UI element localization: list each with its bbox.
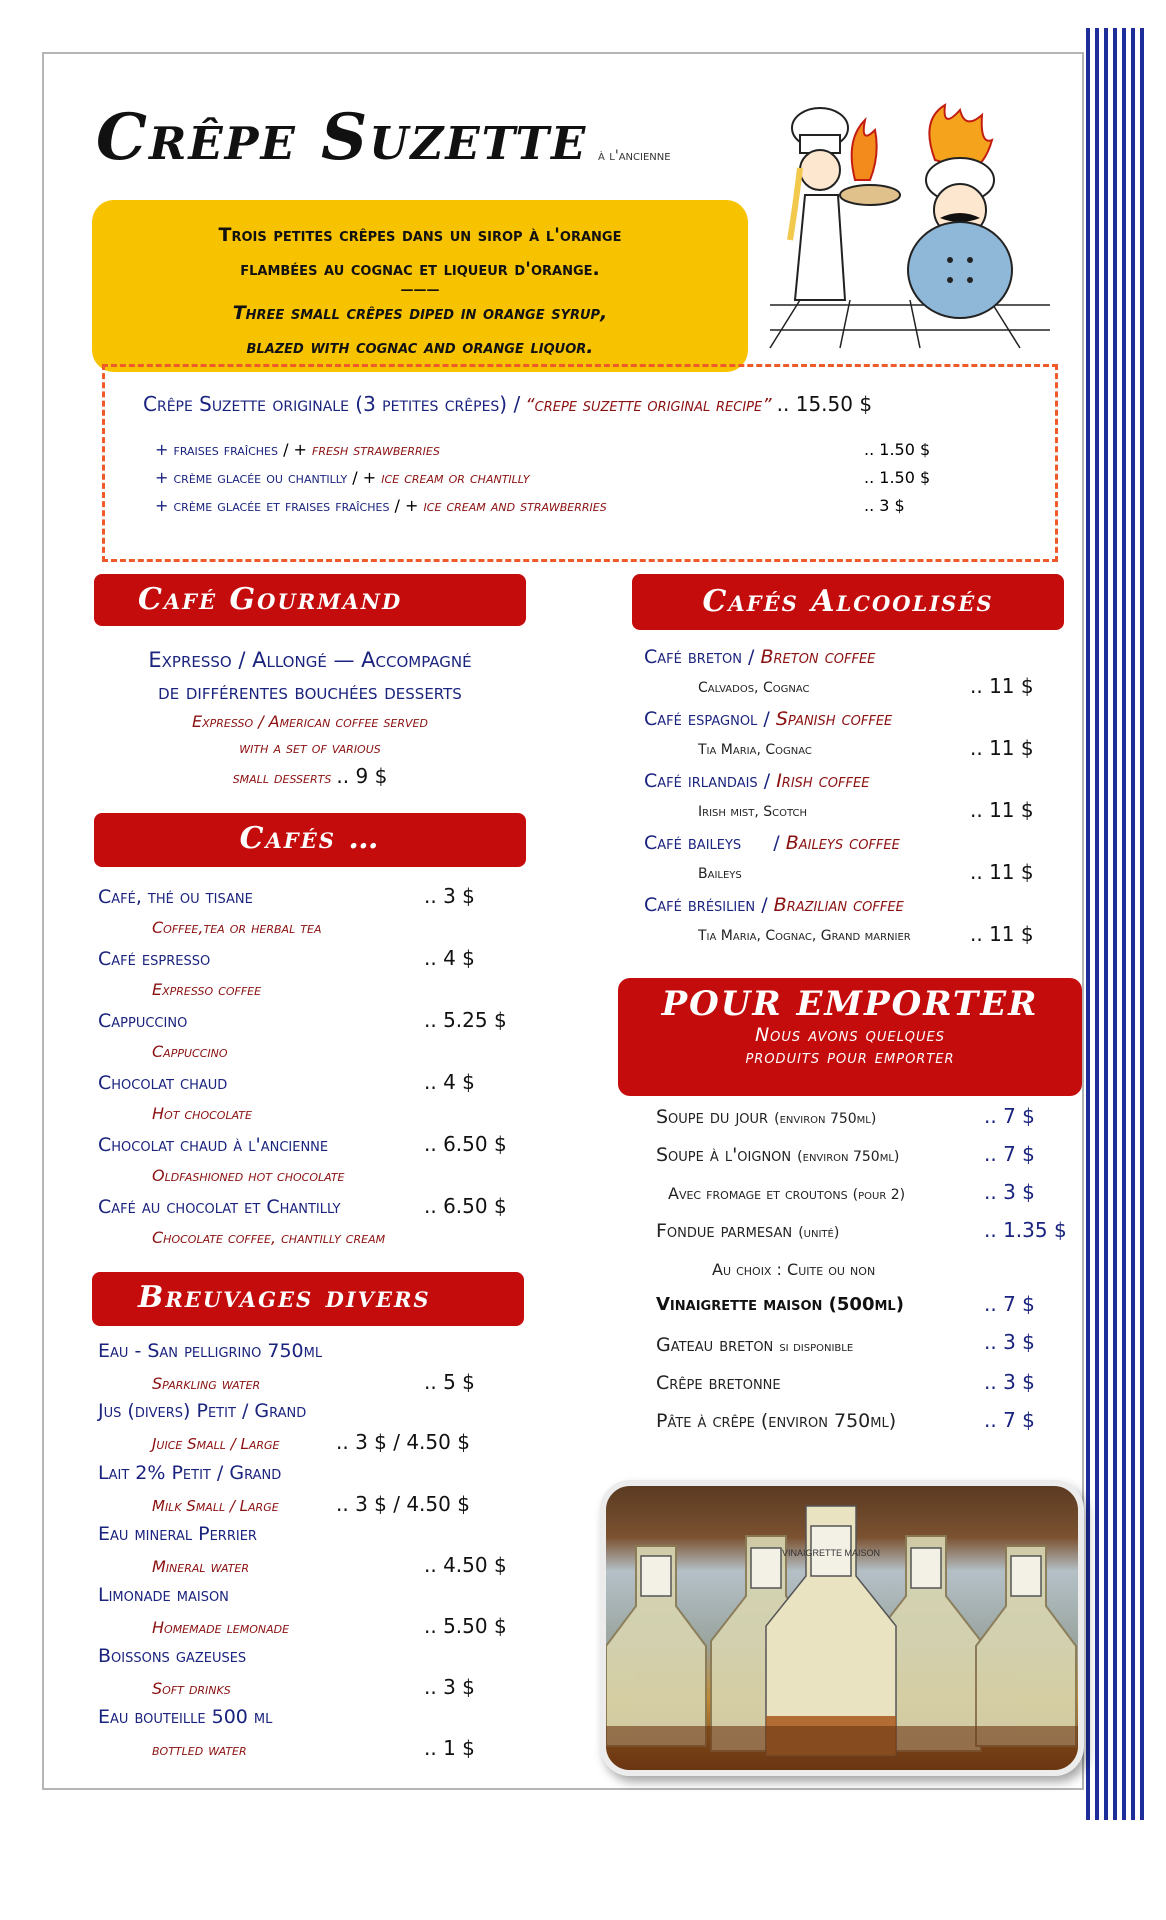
alcool-item <box>644 646 875 668</box>
drink-item-fr: Jus (divers) Petit / Grand <box>98 1400 307 1422</box>
bottles-graphic <box>606 1486 1078 1770</box>
addon-fr: + crème glacée ou chantilly <box>155 468 348 487</box>
drink-item-en: Homemade lemonade <box>152 1618 290 1637</box>
alcool-ingredients: Irish mist, Scotch <box>698 804 808 820</box>
emporter-item <box>656 1144 899 1166</box>
alcool-price: .. 11 $ <box>970 860 1034 884</box>
alcool-item <box>644 894 904 916</box>
alcool-item-fr: Café breton <box>644 646 742 668</box>
emporter-item <box>656 1294 904 1315</box>
addon-fr: + crème glacée et fraises fraîches <box>155 496 390 515</box>
drink-item-en: Soft drinks <box>152 1679 231 1698</box>
gourmand-en-line-2: with a set of various <box>239 738 381 757</box>
emporter-item-note: (environ 750ml) <box>774 1111 877 1127</box>
cafe-item-fr: Café au chocolat et Chantilly <box>98 1196 341 1218</box>
drink-item-fr: Eau - San pelligrino 750ml <box>98 1340 323 1362</box>
drink-item-fr: Lait 2% Petit / Grand <box>98 1462 282 1484</box>
section-header-breuvages: Breuvages divers <box>92 1272 524 1326</box>
cafe-item-price: .. 6.50 $ <box>424 1132 507 1156</box>
alcool-price: .. 11 $ <box>970 736 1034 760</box>
intro-en-line-1: Three small crêpes diped in orange syrup, <box>232 302 608 324</box>
drink-item-en: Juice Small / Large <box>152 1435 280 1453</box>
cafe-item-price: .. 3 $ <box>424 884 475 908</box>
drink-item-fr: Eau mineral Perrier <box>98 1523 257 1545</box>
vinaigrette-photo <box>600 1480 1084 1776</box>
cafe-item-fr: Chocolat chaud à l'ancienne <box>98 1134 329 1156</box>
drink-item-price: .. 5 $ <box>424 1370 475 1394</box>
addon-price: .. 1.50 $ <box>864 440 931 459</box>
emporter-sub-1: Nous avons quelques <box>754 1024 946 1046</box>
cafe-item-price: .. 4 $ <box>424 1070 475 1094</box>
cafe-item-price: .. 4 $ <box>424 946 475 970</box>
alcool-item-en: Breton coffee <box>760 646 876 668</box>
alcool-item-sep: / <box>748 646 755 668</box>
section-header-alcool: Cafés Alcoolisés <box>632 574 1064 630</box>
gourmand-fr-line-1: Expresso / Allongé — Accompagné <box>148 648 472 672</box>
crepe-main-en: “crepe suzette original recipe” <box>525 395 772 416</box>
section-header-gourmand: Café Gourmand <box>94 574 526 626</box>
alcool-item-en: Spanish coffee <box>775 708 893 730</box>
drink-item-en: Milk Small / Large <box>152 1497 279 1515</box>
addon-en: fresh strawberries <box>312 440 440 459</box>
intro-fr-line-1: Trois petites crêpes dans un sirop à l'orange <box>218 224 622 246</box>
addon-row <box>155 468 530 487</box>
emporter-title: POUR EMPORTER <box>661 984 1039 1024</box>
emporter-price: .. 1.35 $ <box>984 1218 1067 1242</box>
bottle-label: VINAIGRETTE MAISON <box>781 1548 881 1558</box>
left-flame <box>852 120 877 180</box>
alcool-item-fr: Café irlandais <box>644 770 758 792</box>
drink-item-price: .. 3 $ / 4.50 $ <box>336 1430 470 1454</box>
addon-sep: / + <box>394 496 419 515</box>
drink-item-en: Mineral water <box>152 1557 249 1576</box>
addon-row <box>155 440 440 459</box>
intro-fr-line-2: flambées au cognac et liqueur d'orange. <box>240 258 600 280</box>
cafe-item-price: .. 6.50 $ <box>424 1194 507 1218</box>
alcool-price: .. 11 $ <box>970 922 1034 946</box>
alcool-price: .. 11 $ <box>970 674 1034 698</box>
gourmand-price: .. 9 $ <box>336 764 388 788</box>
gourmand-price-line <box>94 764 526 788</box>
chef-illustration <box>760 100 1060 350</box>
emporter-price: .. 7 $ <box>984 1408 1035 1432</box>
addon-price: .. 1.50 $ <box>864 468 931 487</box>
decorative-stripes <box>1086 28 1148 1820</box>
drink-item-price: .. 1 $ <box>424 1736 475 1760</box>
emporter-item-note: (environ 750ml) <box>797 1149 900 1165</box>
drink-item-fr: Limonade maison <box>98 1584 229 1606</box>
cafe-item-fr: Cappuccino <box>98 1010 188 1032</box>
drink-item-price: .. 3 $ / 4.50 $ <box>336 1492 470 1516</box>
cafe-item-en: Coffee,tea or herbal tea <box>152 918 322 937</box>
cafe-item-en: Hot chocolate <box>152 1104 252 1123</box>
emporter-price: .. 7 $ <box>984 1104 1035 1128</box>
crepe-main-item <box>143 392 872 416</box>
drink-item-fr: Eau bouteille 500 ml <box>98 1706 273 1728</box>
alcool-item-sep: / <box>763 770 771 792</box>
alcool-item-sep: / <box>761 894 768 916</box>
drink-item-price: .. 3 $ <box>424 1675 475 1699</box>
crepe-main-fr: Crêpe Suzette originale (3 petites crêpes) / <box>143 392 521 416</box>
cafe-item-fr: Chocolat chaud <box>98 1072 228 1094</box>
emporter-item-name: Pâte à crêpe (environ 750ml) <box>656 1410 897 1432</box>
emporter-item-name: Fondue parmesan <box>656 1220 793 1242</box>
alcool-item-en: Brazilian coffee <box>773 894 904 916</box>
emporter-item-note: (unité) <box>798 1225 840 1241</box>
alcool-ingredients: Calvados, Cognac <box>698 680 810 696</box>
emporter-item-name: Gateau breton <box>656 1334 774 1356</box>
crepe-main-price: .. 15.50 $ <box>776 392 873 416</box>
intro-box <box>92 200 748 372</box>
emporter-item-name: Soupe à l'oignon <box>656 1144 792 1166</box>
emporter-item-name: Au choix : Cuite ou non <box>712 1260 876 1279</box>
emporter-price: .. 7 $ <box>984 1142 1035 1166</box>
emporter-item-note: si disponible <box>779 1339 854 1355</box>
emporter-price: .. 3 $ <box>984 1180 1035 1204</box>
alcool-item-en: Irish coffee <box>776 770 870 792</box>
emporter-item-note: (pour 2) <box>852 1187 906 1203</box>
alcool-ingredients: Tia Maria, Cognac <box>698 742 812 758</box>
intro-separator: ——— <box>400 283 440 298</box>
cafe-item-en: Chocolate coffee, chantilly cream <box>152 1228 386 1247</box>
emporter-price: .. 7 $ <box>984 1292 1035 1316</box>
alcool-item <box>644 770 869 792</box>
alcool-ingredients: Tia Maria, Cognac, Grand marnier <box>698 928 911 944</box>
emporter-sub-2: produits pour emporter <box>745 1046 955 1068</box>
addon-sep: / + <box>283 440 307 459</box>
section-header-emporter <box>618 978 1082 1096</box>
emporter-item <box>656 1334 853 1356</box>
addon-en: ice cream or chantilly <box>381 468 530 487</box>
alcool-item <box>644 832 900 854</box>
cafe-item-en: Cappuccino <box>152 1042 228 1061</box>
gourmand-en-line-3: small desserts <box>232 768 332 787</box>
drink-item-en: Sparkling water <box>152 1374 261 1393</box>
cafe-item-fr: Café, thé ou tisane <box>98 886 253 908</box>
cafe-item-price: .. 5.25 $ <box>424 1008 507 1032</box>
alcool-ingredients: Baileys <box>698 866 742 882</box>
cafe-item-en: Oldfashioned hot chocolate <box>152 1166 345 1185</box>
drink-item-price: .. 5.50 $ <box>424 1614 507 1638</box>
emporter-price: .. 3 $ <box>984 1330 1035 1354</box>
drink-item-price: .. 4.50 $ <box>424 1553 507 1577</box>
emporter-item <box>656 1220 839 1242</box>
addon-price: .. 3 $ <box>864 496 905 515</box>
emporter-item-name: Crêpe bretonne <box>656 1372 781 1394</box>
intro-en-line-2: blazed with cognac and orange liquor. <box>246 336 594 358</box>
alcool-item-fr: Café brésilien <box>644 894 756 916</box>
drink-item-en: bottled water <box>152 1740 247 1759</box>
gourmand-fr-line-2: de différentes bouchées desserts <box>158 680 462 704</box>
addon-sep: / + <box>352 468 377 487</box>
emporter-price: .. 3 $ <box>984 1370 1035 1394</box>
drink-item-fr: Boissons gazeuses <box>98 1645 247 1667</box>
addon-fr: + fraises fraîches <box>155 440 278 459</box>
alcool-item-fr: Café espagnol <box>644 708 758 730</box>
cafe-item-fr: Café espresso <box>98 948 211 970</box>
emporter-item <box>668 1184 905 1203</box>
gourmand-en-line-1: Expresso / American coffee served <box>192 712 428 731</box>
alcool-price: .. 11 $ <box>970 798 1034 822</box>
emporter-item-name: Avec fromage et croutons <box>668 1184 848 1203</box>
cafe-item-en: Expresso coffee <box>152 980 262 999</box>
alcool-item-fr: Café baileys <box>644 832 742 854</box>
page-title: Crêpe Suzette <box>96 100 588 175</box>
alcool-item-sep: / <box>763 708 770 730</box>
alcool-item-en: Baileys coffee <box>785 832 900 854</box>
emporter-item-name: Vinaigrette maison (500ml) <box>656 1294 904 1315</box>
emporter-item <box>656 1106 876 1128</box>
page-subtitle: à l'ancienne <box>598 148 671 164</box>
alcool-item-sep: / <box>773 832 780 854</box>
emporter-item-name: Soupe du jour <box>656 1106 769 1128</box>
addon-row <box>155 496 607 515</box>
alcool-item <box>644 708 892 730</box>
section-header-cafes: Cafés … <box>94 813 526 867</box>
addon-en: ice cream and strawberries <box>423 496 607 515</box>
